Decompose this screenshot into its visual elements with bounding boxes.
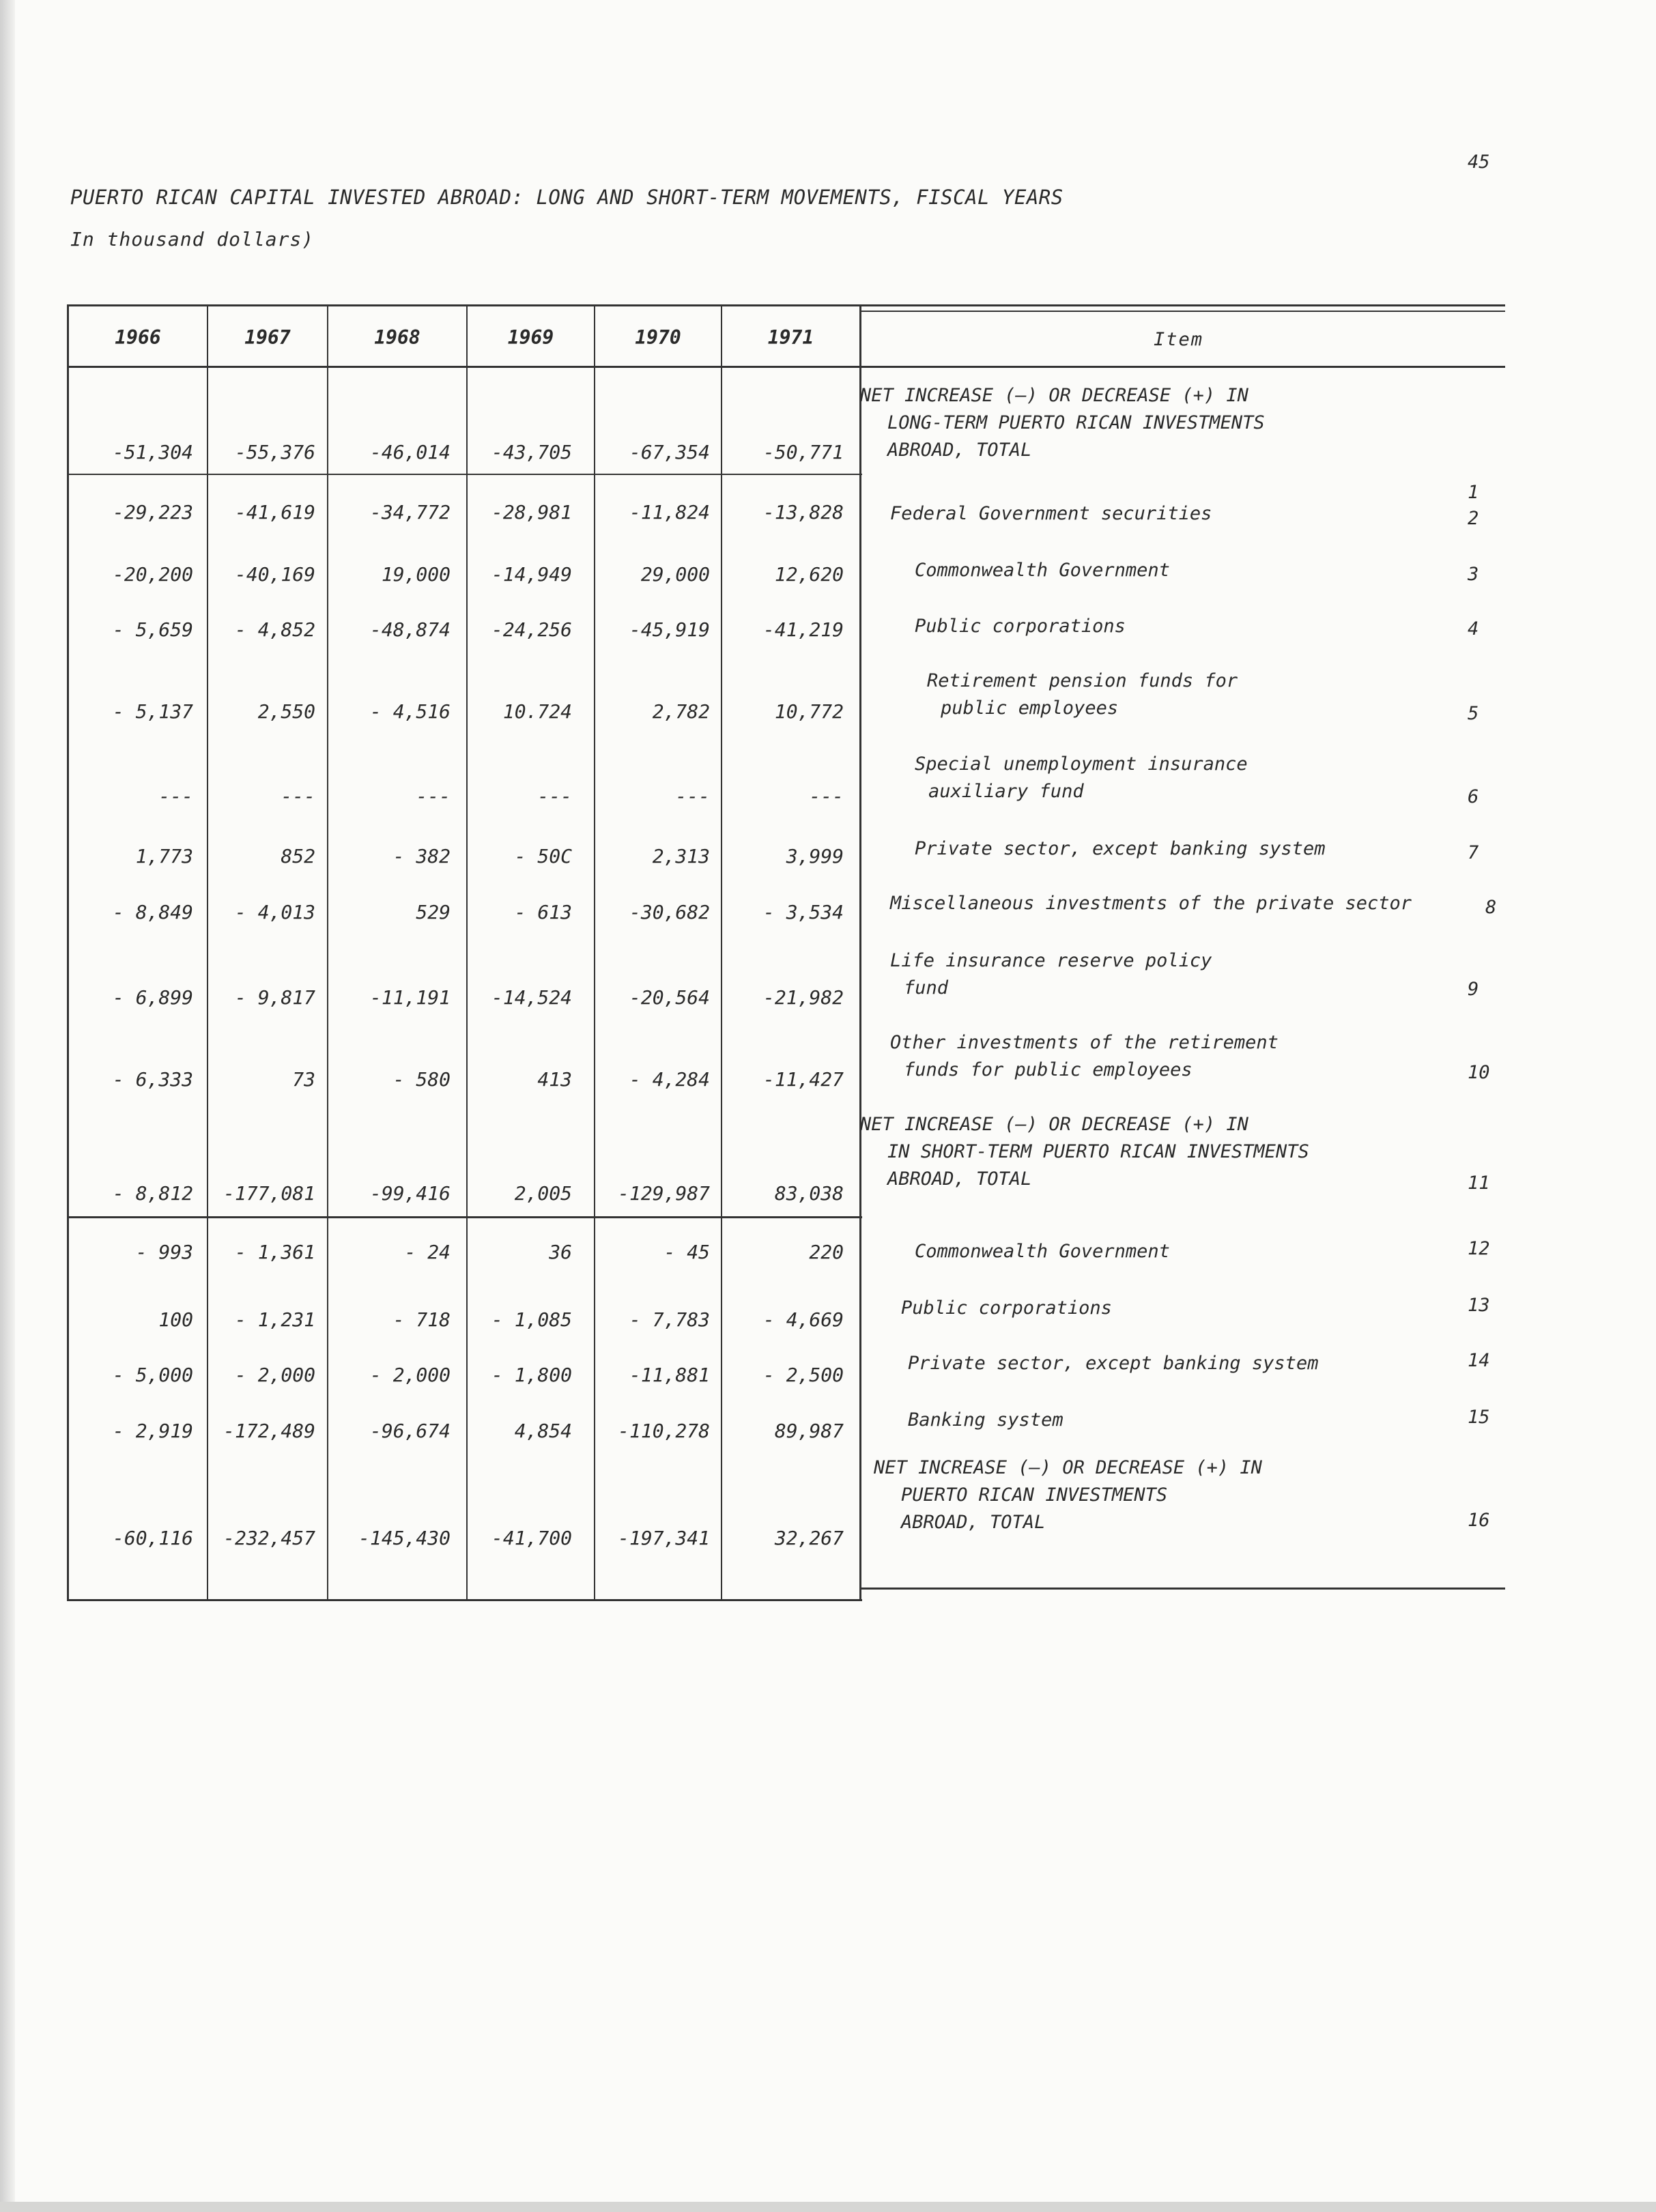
table-title: PUERTO RICAN CAPITAL INVESTED ABROAD: LONG AND SHORT-TERM MOVEMENTS, FISCAL YEARS xyxy=(70,186,1063,209)
item-label-line: Private sector, except banking system xyxy=(908,1353,1319,1374)
value-cell-1969: -28,981 xyxy=(491,501,572,523)
line-number: 9 xyxy=(1468,979,1479,1000)
item-label xyxy=(874,1454,1262,1536)
item-label xyxy=(890,890,1412,917)
value-cell-1968: -11,191 xyxy=(369,986,451,1009)
item-label-line: Public corporations xyxy=(901,1297,1112,1319)
value-cell-1970: -67,354 xyxy=(629,441,710,463)
item-label-line: LONG-TERM PUERTO RICAN INVESTMENTS xyxy=(887,412,1265,433)
item-label xyxy=(915,557,1170,584)
item-label-line: Public corporations xyxy=(915,616,1126,637)
item-label-line: NET INCREASE (—) OR DECREASE (+) IN xyxy=(860,385,1248,406)
value-cell-1970: --- xyxy=(675,785,710,807)
value-cell-1967: - 1,361 xyxy=(234,1241,315,1263)
value-cell-1969: -14,524 xyxy=(491,986,572,1009)
value-cell-1967: 2,550 xyxy=(257,700,315,723)
item-label-line: public employees xyxy=(941,698,1119,719)
item-label xyxy=(915,835,1325,863)
value-cell-1968: - 2,000 xyxy=(369,1364,451,1386)
item-label xyxy=(915,613,1126,640)
item-label-line: Private sector, except banking system xyxy=(915,838,1326,859)
value-cell-1968: - 24 xyxy=(404,1241,451,1263)
item-label-line: ABROAD, TOTAL xyxy=(887,440,1032,461)
value-cell-1969: 36 xyxy=(549,1241,572,1263)
item-label xyxy=(890,947,1212,1002)
page-edge-bottom xyxy=(0,2202,1656,2212)
value-cell-1968: -48,874 xyxy=(369,618,451,641)
col-divider-1 xyxy=(207,304,208,1600)
row-rule-11 xyxy=(67,1216,862,1218)
value-cell-1971: - 2,500 xyxy=(762,1364,844,1386)
value-cell-1966: 100 xyxy=(158,1308,193,1331)
bottom-rule xyxy=(67,1599,862,1601)
value-cell-1970: -11,824 xyxy=(629,501,710,523)
year-header-1967: 1967 xyxy=(244,326,291,349)
item-label-line: Commonwealth Government xyxy=(915,560,1170,581)
line-number: 1 xyxy=(1468,482,1479,503)
value-cell-1970: -197,341 xyxy=(618,1527,710,1549)
value-cell-1970: -45,919 xyxy=(629,618,710,641)
col-divider-2 xyxy=(327,304,328,1600)
line-number: 2 xyxy=(1468,508,1479,529)
value-cell-1970: 2,782 xyxy=(652,700,710,723)
year-header-1969: 1969 xyxy=(507,326,554,349)
value-cell-1970: -20,564 xyxy=(629,986,710,1009)
value-cell-1970: - 4,284 xyxy=(629,1068,710,1091)
year-header-1970: 1970 xyxy=(635,326,681,349)
item-label-line: PUERTO RICAN INVESTMENTS xyxy=(901,1484,1168,1506)
line-number: 6 xyxy=(1468,786,1479,807)
value-cell-1969: -24,256 xyxy=(491,618,572,641)
value-cell-1966: -60,116 xyxy=(112,1527,193,1549)
line-number: 3 xyxy=(1468,564,1479,585)
value-cell-1968: - 382 xyxy=(392,845,451,867)
value-cell-1969: -41,700 xyxy=(491,1527,572,1549)
line-number: 13 xyxy=(1468,1295,1490,1316)
page-number: 45 xyxy=(1468,152,1490,173)
item-label-line: Commonwealth Government xyxy=(915,1241,1170,1262)
value-cell-1968: -34,772 xyxy=(369,501,451,523)
value-cell-1970: - 45 xyxy=(663,1241,710,1263)
value-cell-1969: -43,705 xyxy=(491,441,572,463)
line-number: 8 xyxy=(1485,897,1497,918)
value-cell-1971: 12,620 xyxy=(774,563,844,586)
top-rule-item-2 xyxy=(861,311,1505,312)
value-cell-1971: 32,267 xyxy=(774,1527,844,1549)
value-cell-1969: 2,005 xyxy=(514,1182,572,1205)
item-label-line: auxiliary fund xyxy=(928,781,1084,802)
value-cell-1968: - 4,516 xyxy=(369,700,451,723)
value-cell-1966: --- xyxy=(158,785,193,807)
item-label-line: fund xyxy=(904,977,949,999)
value-cell-1968: -99,416 xyxy=(369,1182,451,1205)
item-label-line: Miscellaneous investments of the private sector xyxy=(890,893,1412,914)
value-cell-1967: - 1,231 xyxy=(234,1308,315,1331)
value-cell-1966: -29,223 xyxy=(112,501,193,523)
item-label xyxy=(901,1295,1112,1322)
value-cell-1971: 89,987 xyxy=(774,1420,844,1442)
value-cell-1968: -46,014 xyxy=(369,441,451,463)
value-cell-1971: - 4,669 xyxy=(762,1308,844,1331)
value-cell-1969: -14,949 xyxy=(491,563,572,586)
value-cell-1967: -40,169 xyxy=(234,563,315,586)
line-number: 12 xyxy=(1468,1238,1490,1259)
item-label xyxy=(908,1350,1318,1377)
line-number: 5 xyxy=(1468,703,1479,724)
header-rule xyxy=(67,366,1505,368)
value-cell-1967: - 4,852 xyxy=(234,618,315,641)
value-cell-1967: -232,457 xyxy=(223,1527,315,1549)
value-cell-1968: -145,430 xyxy=(358,1527,451,1549)
value-cell-1966: - 8,849 xyxy=(112,901,193,923)
item-label-line: Retirement pension funds for xyxy=(927,670,1238,691)
value-cell-1966: - 993 xyxy=(135,1241,193,1263)
value-cell-1971: --- xyxy=(809,785,844,807)
item-label-line: NET INCREASE (—) OR DECREASE (+) IN xyxy=(874,1457,1262,1478)
value-cell-1967: 852 xyxy=(281,845,315,867)
value-cell-1967: -41,619 xyxy=(234,501,315,523)
bottom-rule-item xyxy=(861,1588,1505,1590)
value-cell-1971: -13,828 xyxy=(762,501,844,523)
line-number: 16 xyxy=(1468,1510,1490,1531)
value-cell-1968: - 580 xyxy=(392,1068,451,1091)
value-cell-1966: - 5,659 xyxy=(112,618,193,641)
col-divider-4 xyxy=(594,304,595,1600)
value-cell-1971: -11,427 xyxy=(762,1068,844,1091)
page-edge-left xyxy=(0,0,15,2212)
value-cell-1969: - 613 xyxy=(514,901,572,923)
item-label xyxy=(915,751,1248,805)
line-number: 11 xyxy=(1468,1173,1490,1194)
top-rule-item xyxy=(861,304,1505,306)
value-cell-1968: - 718 xyxy=(392,1308,451,1331)
item-label-line: ABROAD, TOTAL xyxy=(887,1168,1032,1190)
value-cell-1966: 1,773 xyxy=(135,845,193,867)
value-cell-1971: 83,038 xyxy=(774,1182,844,1205)
item-label xyxy=(890,500,1212,528)
line-number: 4 xyxy=(1468,618,1479,640)
value-cell-1968: 529 xyxy=(416,901,451,923)
year-header-1966: 1966 xyxy=(115,326,161,349)
value-cell-1969: - 1,800 xyxy=(491,1364,572,1386)
value-cell-1971: 10,772 xyxy=(774,700,844,723)
item-label-line: NET INCREASE (—) OR DECREASE (+) IN xyxy=(860,1114,1248,1135)
value-cell-1971: -21,982 xyxy=(762,986,844,1009)
value-cell-1966: - 5,137 xyxy=(112,700,193,723)
value-cell-1966: - 6,333 xyxy=(112,1068,193,1091)
row-rule-1 xyxy=(67,474,862,475)
value-cell-1968: --- xyxy=(416,785,451,807)
value-cell-1971: -41,219 xyxy=(762,618,844,641)
value-cell-1967: -177,081 xyxy=(223,1182,315,1205)
item-label xyxy=(908,1407,1063,1434)
line-number: 7 xyxy=(1468,842,1479,863)
value-cell-1971: -50,771 xyxy=(762,441,844,463)
value-cell-1967: - 2,000 xyxy=(234,1364,315,1386)
value-cell-1966: -20,200 xyxy=(112,563,193,586)
value-cell-1970: - 7,783 xyxy=(629,1308,710,1331)
value-cell-1970: -129,987 xyxy=(618,1182,710,1205)
item-label xyxy=(927,667,1238,722)
value-cell-1971: 220 xyxy=(809,1241,844,1263)
value-cell-1971: - 3,534 xyxy=(762,901,844,923)
col-divider-0 xyxy=(67,304,69,1600)
value-cell-1966: - 8,812 xyxy=(112,1182,193,1205)
value-cell-1970: 2,313 xyxy=(652,845,710,867)
col-divider-6 xyxy=(859,304,861,1600)
year-header-1968: 1968 xyxy=(374,326,420,349)
item-label-line: Special unemployment insurance xyxy=(915,753,1248,775)
value-cell-1968: 19,000 xyxy=(381,563,451,586)
table-subtitle: In thousand dollars) xyxy=(70,228,315,250)
value-cell-1970: -110,278 xyxy=(618,1420,710,1442)
item-label-line: IN SHORT-TERM PUERTO RICAN INVESTMENTS xyxy=(887,1141,1309,1162)
value-cell-1967: - 9,817 xyxy=(234,986,315,1009)
item-label-line: funds for public employees xyxy=(904,1059,1193,1080)
value-cell-1967: -172,489 xyxy=(223,1420,315,1442)
item-label xyxy=(860,1111,1309,1193)
item-label-line: Banking system xyxy=(908,1409,1063,1431)
top-rule xyxy=(67,304,862,306)
year-header-1971: 1971 xyxy=(767,326,814,349)
item-label-line: Life insurance reserve policy xyxy=(890,950,1212,971)
item-header: Item xyxy=(1154,329,1204,350)
value-cell-1966: - 2,919 xyxy=(112,1420,193,1442)
item-label-line: Federal Government securities xyxy=(890,503,1212,524)
value-cell-1969: --- xyxy=(537,785,572,807)
item-label xyxy=(915,1238,1170,1265)
item-label-line: Other investments of the retirement xyxy=(890,1032,1279,1053)
line-number: 14 xyxy=(1468,1350,1490,1371)
value-cell-1969: - 1,085 xyxy=(491,1308,572,1331)
value-cell-1966: -51,304 xyxy=(112,441,193,463)
line-number: 15 xyxy=(1468,1407,1490,1428)
value-cell-1969: - 50C xyxy=(514,845,572,867)
value-cell-1967: 73 xyxy=(292,1068,315,1091)
col-divider-3 xyxy=(466,304,468,1600)
value-cell-1967: - 4,013 xyxy=(234,901,315,923)
value-cell-1971: 3,999 xyxy=(786,845,844,867)
value-cell-1967: --- xyxy=(281,785,315,807)
value-cell-1966: - 5,000 xyxy=(112,1364,193,1386)
line-number: 10 xyxy=(1468,1062,1490,1083)
value-cell-1967: -55,376 xyxy=(234,441,315,463)
col-divider-5 xyxy=(721,304,722,1600)
value-cell-1969: 4,854 xyxy=(514,1420,572,1442)
value-cell-1968: -96,674 xyxy=(369,1420,451,1442)
value-cell-1970: 29,000 xyxy=(640,563,710,586)
item-label xyxy=(890,1029,1279,1084)
value-cell-1970: -30,682 xyxy=(629,901,710,923)
value-cell-1970: -11,881 xyxy=(629,1364,710,1386)
value-cell-1966: - 6,899 xyxy=(112,986,193,1009)
item-label xyxy=(860,382,1265,464)
value-cell-1969: 413 xyxy=(537,1068,572,1091)
value-cell-1969: 10.724 xyxy=(502,700,572,723)
item-label-line: ABROAD, TOTAL xyxy=(901,1512,1046,1533)
